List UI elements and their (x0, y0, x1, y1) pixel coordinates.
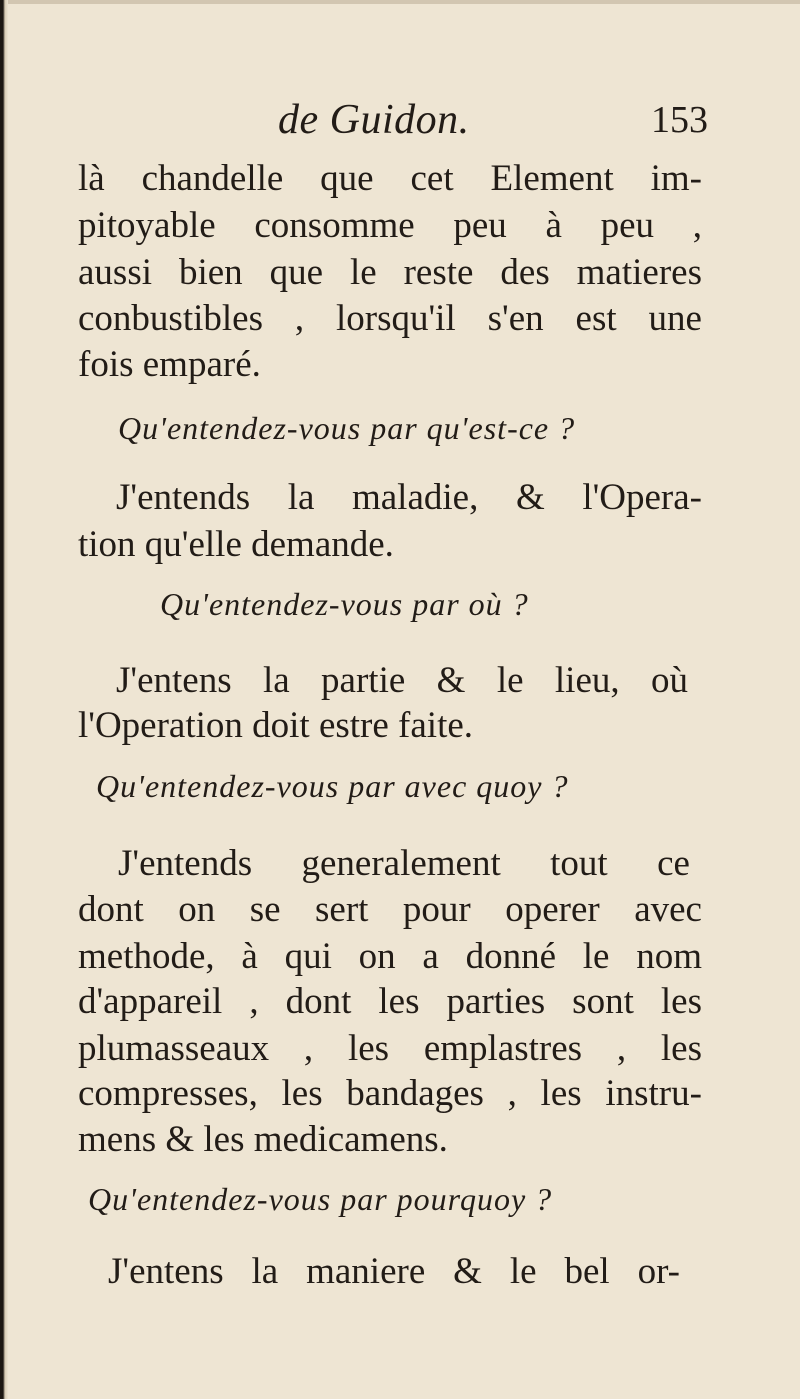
word: où (651, 660, 688, 701)
word: ce (657, 843, 690, 884)
word: chandelle (141, 158, 284, 199)
word: , (692, 205, 702, 246)
word: que (269, 252, 324, 293)
word: s'en (487, 298, 544, 339)
word: cet (410, 158, 454, 199)
word: l'Opera- (582, 477, 702, 518)
word: la (287, 477, 315, 518)
word: im- (650, 158, 702, 199)
word: dont (285, 981, 352, 1022)
text-line (108, 1253, 680, 1290)
question-heading: Qu'entendez-vous par où ? (160, 586, 529, 622)
word: reste (403, 252, 474, 293)
word: bien (178, 252, 243, 293)
page-number: 153 (651, 99, 708, 141)
word: methode, (78, 936, 215, 977)
text-line (116, 479, 702, 516)
word: , (249, 981, 259, 1022)
text-line (78, 1075, 702, 1112)
word: , (507, 1073, 517, 1114)
word: plumasseaux (78, 1028, 270, 1069)
word: maladie, (351, 477, 479, 518)
word: J'entens (108, 1251, 224, 1292)
word: est (575, 298, 617, 339)
text-line (116, 662, 688, 699)
word: tout (550, 843, 608, 884)
word: operer (505, 889, 600, 930)
word: parties (446, 981, 546, 1022)
word: les (281, 1073, 323, 1114)
word: on (178, 889, 216, 930)
word: generalement (301, 843, 501, 884)
text-line (78, 983, 702, 1020)
word: que (320, 158, 374, 199)
word: , (303, 1028, 314, 1069)
question-heading: Qu'entendez-vous par qu'est-ce ? (118, 410, 576, 446)
word: & (436, 660, 466, 701)
word: or- (637, 1251, 680, 1292)
text-line: fois emparé. (78, 344, 261, 385)
question-heading: Qu'entendez-vous par avec quoy ? (96, 768, 569, 804)
word: pour (402, 889, 471, 930)
word: aussi (78, 252, 152, 293)
word: dont (78, 889, 144, 930)
word: lieu, (554, 660, 620, 701)
running-head (278, 96, 708, 156)
word: le (582, 936, 610, 977)
page-binding-edge (0, 0, 8, 1399)
text-line (78, 254, 702, 291)
word: , (294, 298, 305, 339)
word: la (251, 1251, 279, 1292)
question-heading: Qu'entendez-vous par pourquoy ? (88, 1181, 553, 1217)
word: les (540, 1073, 582, 1114)
text-line (78, 938, 702, 975)
word: J'entends (116, 477, 251, 518)
word: peu (453, 205, 507, 246)
word: pitoyable (78, 205, 216, 246)
word: les (347, 1028, 390, 1069)
word: se (249, 889, 281, 930)
word: & (453, 1251, 482, 1292)
word: emplastres (423, 1028, 583, 1069)
text-line: tion qu'elle demande. (78, 524, 394, 565)
word: instru- (605, 1073, 702, 1114)
page-top-edge (0, 0, 800, 4)
word: & (515, 477, 545, 518)
word: bandages (346, 1073, 484, 1114)
word: là (78, 158, 105, 199)
word: sert (315, 889, 369, 930)
word: lorsqu'il (336, 298, 456, 339)
word: la (262, 660, 290, 701)
word: le (509, 1251, 537, 1292)
word: à (241, 936, 258, 977)
word: le (349, 252, 377, 293)
text-line (78, 1030, 702, 1067)
word: , (616, 1028, 627, 1069)
word: bel (564, 1251, 610, 1292)
word: a (422, 936, 439, 977)
word: on (358, 936, 396, 977)
word: les (378, 981, 420, 1022)
text-line: mens & les medicamens. (78, 1119, 448, 1160)
word: une (648, 298, 702, 339)
word: des (500, 252, 550, 293)
word: le (496, 660, 524, 701)
word: les (660, 1028, 702, 1069)
text-line: l'Operation doit estre faite. (78, 705, 474, 746)
word: sont (572, 981, 634, 1022)
word: consomme (254, 205, 415, 246)
word: nom (636, 936, 702, 977)
word: matieres (576, 252, 702, 293)
word: d'appareil (78, 981, 223, 1022)
word: partie (321, 660, 406, 701)
word: à (545, 205, 562, 246)
word: J'entens (116, 660, 232, 701)
word: compresses, (78, 1073, 258, 1114)
text-line (78, 207, 702, 244)
text-line (78, 300, 702, 337)
word: peu (600, 205, 655, 246)
text-line (118, 845, 690, 882)
word: conbustibles (78, 298, 263, 339)
word: avec (634, 889, 702, 930)
word: qui (284, 936, 332, 977)
text-line (78, 891, 702, 928)
word: donné (465, 936, 556, 977)
word: J'entends (118, 843, 253, 884)
running-head-title: de Guidon. (278, 97, 470, 143)
word: les (660, 981, 702, 1022)
word: Element (490, 158, 614, 199)
text-line (78, 160, 702, 197)
word: maniere (306, 1251, 426, 1292)
